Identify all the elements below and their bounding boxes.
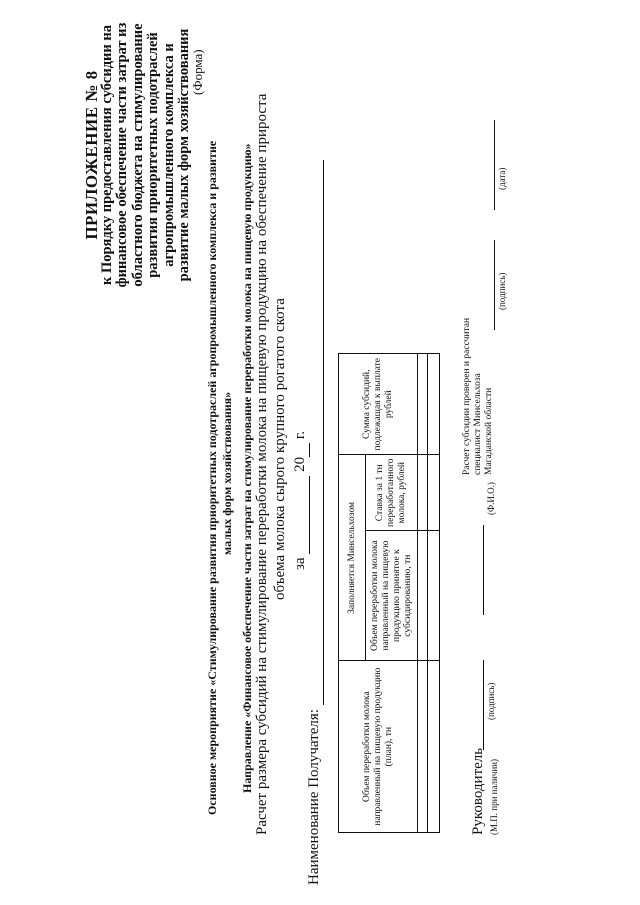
period-year: 20 [292, 456, 308, 472]
col1-header: Объем переработки молока направленный на пищевую продукцию (план), тн [339, 661, 418, 833]
period-g: г. [292, 430, 308, 440]
recipient-row [306, 160, 324, 885]
table-cell[interactable] [418, 354, 428, 455]
main-event-line2: малых форм хозяйствования» [220, 391, 234, 555]
col2-header: Объем переработки молока направленный на пищевую продукцию принятое к субсидированию, тн [366, 530, 418, 660]
date-line[interactable] [494, 120, 495, 210]
leader-fio-line[interactable] [483, 525, 484, 615]
calc-title-line1: Расчет размера субсидий на стимулирование переработки молока на пищевую продукцию на обеспечение прироста [254, 93, 270, 835]
date-caption: (дата) [497, 167, 507, 190]
appendix-header [84, 5, 193, 305]
appendix-line: финансовое обеспечение части затрат из [114, 22, 130, 288]
period-za: за [292, 557, 308, 570]
table-cell[interactable] [418, 530, 428, 660]
direction-text: Направление «Финансовое обеспечение части затрат на стимулирование переработки молока на пищевую продукцию» [240, 143, 254, 793]
check-line: Расчет субсидии проверен и рассчитан [462, 317, 472, 475]
appendix-line: областного бюджета на стимулирование [129, 23, 146, 287]
check-block [462, 318, 495, 475]
form-label: (Форма) [190, 49, 205, 95]
col3-header: Ставка за 1 тн переработанного молока, рублей [366, 455, 418, 531]
subsidy-table [338, 353, 440, 833]
leader-signature-line[interactable] [483, 660, 484, 750]
recipient-field[interactable] [306, 160, 324, 705]
leader-signature-caption: (подпись) [486, 682, 496, 720]
calc-title-line2: объема молока сырого крупного рогатого скота [272, 298, 288, 600]
table-cell[interactable] [428, 661, 440, 833]
recipient-label: Наименование Получателя: [306, 709, 322, 885]
check-line: Магаданской области [484, 387, 494, 475]
table-cell[interactable] [428, 354, 440, 455]
appendix-line: развития приоритетных подотраслей [145, 32, 161, 278]
appendix-line: развитие малых форм хозяйствования [176, 28, 192, 282]
mp-label: (М.П. при наличии) [489, 759, 499, 835]
check-line: специалист Минсельхоза [473, 373, 483, 475]
table-cell[interactable] [428, 530, 440, 660]
specialist-signature-line[interactable] [494, 240, 495, 330]
table-cell[interactable] [428, 455, 440, 531]
leader-label: Руководитель [470, 747, 486, 835]
leader-fio-caption: (Ф.И.О.) [486, 482, 496, 515]
table-cell[interactable] [418, 661, 428, 833]
appendix-line: агропромышленного комплекса и [160, 43, 177, 267]
main-event-line1: Основное мероприятие «Стимулирование развития приоритетных подотраслей агропромышленного комплекса и развитие [205, 140, 219, 815]
appendix-line: к Порядку предоставления субсидии на [98, 24, 115, 286]
table-cell[interactable] [418, 455, 428, 531]
appendix-title: ПРИЛОЖЕНИЕ № 8 [82, 70, 101, 240]
specialist-signature-caption: (подпись) [497, 272, 507, 310]
group-header: Заполняется Минсельхозом [339, 455, 366, 661]
col4-header: Сумма субсидий, подлежащая к выплате рублей [339, 354, 418, 455]
